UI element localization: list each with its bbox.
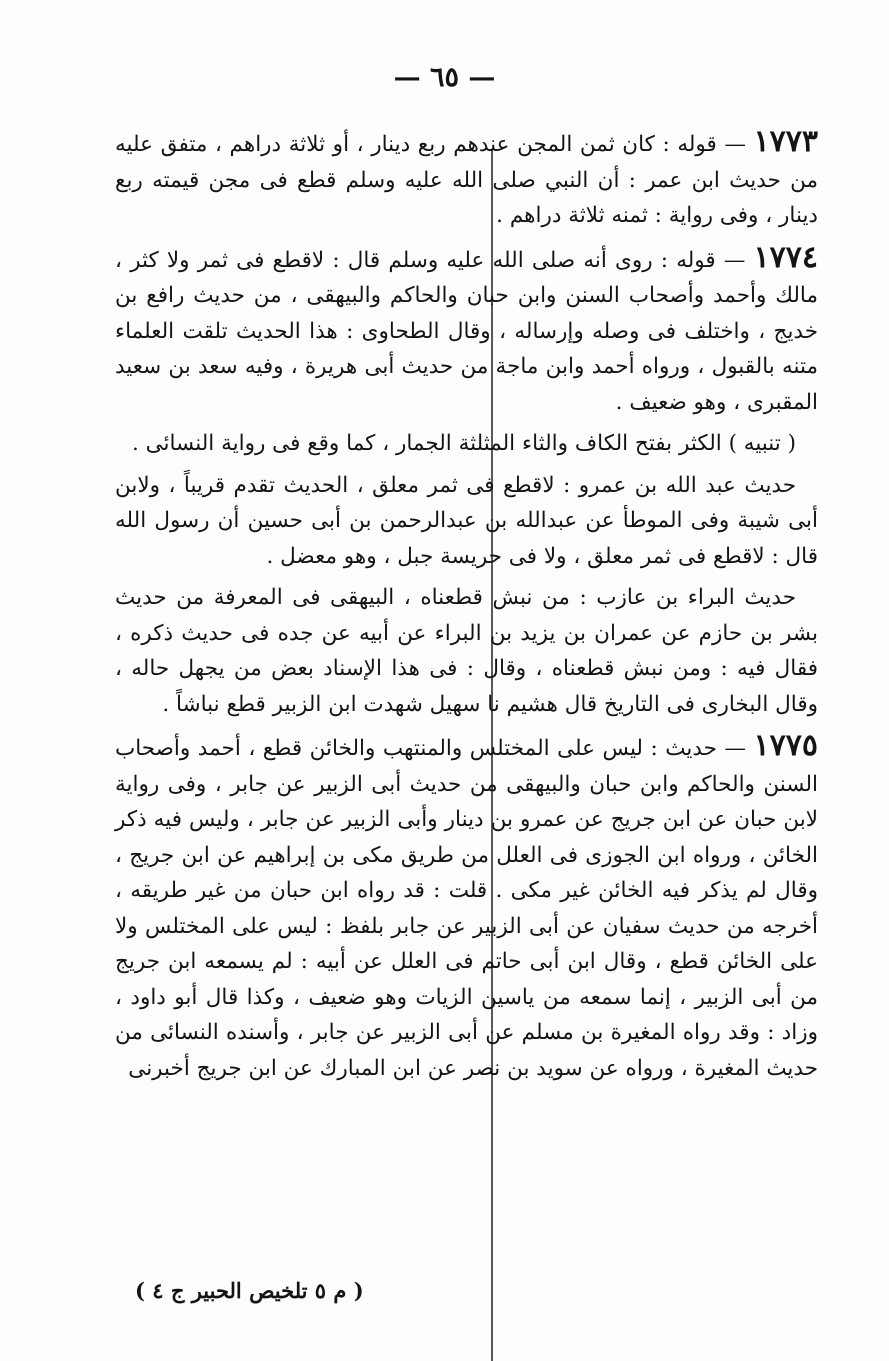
page-number: — ٦٥ —: [393, 62, 496, 93]
entry-1773: [115, 124, 818, 234]
entry-1774: [115, 240, 818, 421]
hadith-paragraph-bara: حديث البراء بن عازب : من نبش قطعناه ، البيهقى فى المعرفة من حديث بشر بن حازم عن عمران بن يزيد بن البراء عن أبيه عن جده فى حديث ذكره ، فقال فيه : ومن نبش قطعناه ، وقال : فى هذا الإسناد بعض من يجهل حاله ، وقال البخارى فى التاريخ قال هشيم نا سهيل شهدت ابن الزبير قطع نباشاً .: [115, 585, 818, 717]
entry-number: ١٧٧٣: [753, 124, 818, 159]
entry-number: ١٧٧٤: [753, 239, 818, 275]
entry-1775: [115, 728, 818, 1086]
footer-reference: ( م ٥ تلخيص الحبير ج ٤ ): [135, 1278, 364, 1303]
page-body: [115, 124, 818, 1092]
entry-text: — قوله : كان ثمن المجن عندهم ربع دينار ، أو ثلاثة دراهم ، متفق عليه من حديث ابن عمر : أن النبي صلى الله عليه وسلم قطع فى مجن قيمته ربع دينار ، وفى رواية : ثمنه ثلاثة دراهم .: [115, 132, 818, 228]
entry-number: ١٧٧٥: [753, 728, 818, 763]
hadith-paragraph-amr: حديث عبد الله بن عمرو : لاقطع فى ثمر معلق ، الحديث تقدم قريباً ، ولابن أبى شيبة وفى الموطأ عن عبدالله بن عبدالرحمن بن أبى حسين أن رسول الله قال : لاقطع فى ثمر معلق ، ولا فى حريسة جبل ، وهو معضل .: [115, 472, 818, 569]
note-paragraph: ( تنبيه ) الكثر بفتح الكاف والثاء المثلثة الجمار ، كما وقع فى رواية النسائى .: [131, 431, 796, 456]
entry-text: — قوله : روى أنه صلى الله عليه وسلم قال : لاقطع فى ثمر ولا كثر ، مالك وأحمد وأصحاب السنن وابن حبان والحاكم والبيهقى ، من حديث رافع بن خديج ، واختلف فى وصله وإرساله ، وقال الطحاوى : هذا الحديث تلقت العلماء متنه بالقبول ، ورواه أحمد وابن ماجة من حديث أبى هريرة ، وفيه سعد بن سعيد المقبرى ، وهو ضعيف .: [115, 247, 818, 415]
entry-text: — حديث : ليس على المختلس والمنتهب والخائن قطع ، أحمد وأصحاب السنن والحاكم وابن حبان والبيهقى من حديث أبى الزبير عن جابر ، وفى رواية لابن حبان عن ابن جريج عن عمرو بن دينار وأبى الزبير عن جابر ، وليس فيه ذكر الخائن ، ورواه ابن الجوزى فى العلل من طريق مكى بن إبراهيم عن ابن جريج ، وقال لم يذكر فيه الخائن غير مكى . قلت : قد رواه ابن حبان من غير طريقه ، أخرجه من حديث سفيان عن أبى الزبير عن جابر بلفظ : ليس على المختلس ولا على الخائن قطع ، وقال ابن أبى حاتم فى العلل عن أبيه : لم يسمعه ابن جريج من أبى الزبير ، إنما سمعه من ياسين الزيات وهو ضعيف ، وكذا قال أبو داود ، وزاد : وقد رواه المغيرة بن مسلم عن أبى الزبير عن جابر ، وأسنده النسائى من حديث المغيرة ، ورواه عن سويد بن نصر عن ابن المبارك عن ابن جريج أخبرنى: [115, 736, 818, 1081]
